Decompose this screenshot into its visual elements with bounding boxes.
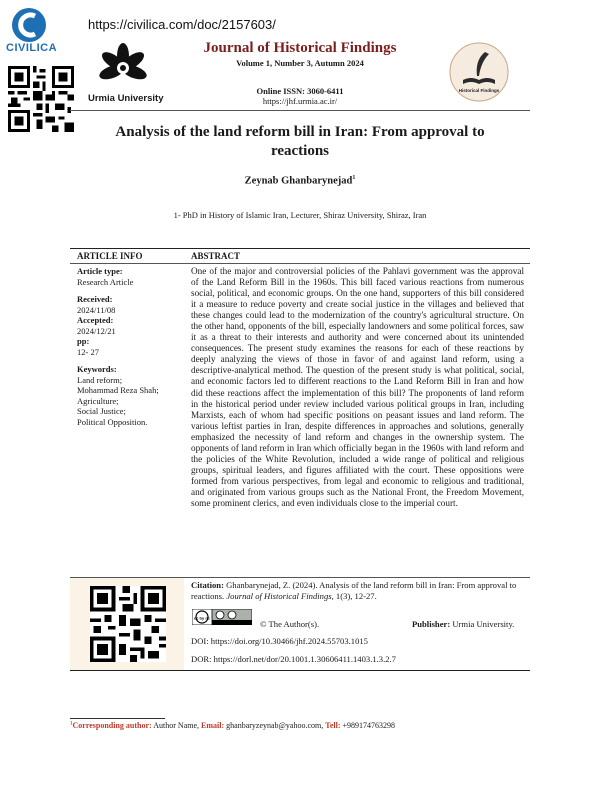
publisher — [412, 619, 514, 629]
citation-body: Ghanbarynejad, Z. (2024). Analysis of the land reform bill in Iran: From approval to reactions. — [191, 580, 517, 601]
header-divider — [70, 110, 530, 111]
citation-text — [191, 580, 527, 602]
publisher-label: Publisher: — [412, 619, 451, 629]
citation-label: Citation: — [191, 580, 224, 590]
citation-bottom-rule — [70, 670, 530, 671]
pp-value: 12- 27 — [77, 346, 99, 357]
journal-quill-logo — [445, 42, 513, 102]
journal-logo-caption: Historical Findings — [458, 88, 500, 93]
doi-link[interactable]: DOI: https://doi.org/10.30466/jhf.2024.55703.1015 — [191, 636, 368, 646]
publisher-value: Urmia University. — [450, 619, 515, 629]
university-flower-logo — [92, 42, 154, 92]
accepted-label: Accepted: — [77, 315, 114, 325]
tel-value: +989174763298 — [340, 721, 396, 730]
citation-tail: , 1(3), 12-27. — [331, 591, 377, 601]
footnote-sup: 1 — [70, 721, 73, 727]
received-value: 2024/11/08 — [77, 304, 116, 315]
qr-code-icon — [8, 66, 74, 132]
civilica-brand: CIVILICA — [6, 42, 58, 54]
author-name — [150, 175, 450, 187]
tel-label: Tell: — [325, 721, 341, 730]
keywords-label: Keywords: — [77, 364, 117, 374]
affiliation: 1- PhD in History of Islamic Iran, Lecturer, Shiraz University, Shiraz, Iran — [173, 210, 427, 220]
email-value[interactable]: ghanbaryzeynab@yahoo.com, — [224, 721, 326, 730]
university-name: Urmia University — [88, 93, 164, 104]
paper-title: Analysis of the land reform bill in Iran: From approval to reactions — [115, 124, 485, 159]
article-info — [77, 266, 185, 427]
corresponding-author-footnote — [70, 721, 395, 730]
article-type-value: Research Article — [77, 276, 134, 287]
pp-label: pp: — [77, 336, 90, 346]
section-top-rule — [70, 248, 530, 249]
cc-license-text: cc by nc — [193, 615, 211, 621]
issn-line: Online ISSN: 3060-6411 — [256, 86, 344, 96]
keyword-item: Agriculture; — [77, 395, 119, 406]
article-type-label: Article type: — [77, 266, 123, 276]
qr-code-icon — [90, 586, 166, 662]
keyword-item: Social Justice; — [77, 406, 126, 416]
citation-journal: Journal of Historical Findings — [226, 591, 332, 601]
received-label: Received: — [77, 294, 113, 304]
volume-line: Volume 1, Number 3, Autumn 2024 — [236, 58, 364, 68]
dor-link[interactable]: DOR: https://dorl.net/dor/20.1001.1.30606411.1403.1.3.2.7 — [191, 654, 396, 664]
abstract-text: One of the major and controversial policies of the Pahlavi government was the approval of the Land Reform Bill in the 1960s. This bill faced various reactions from numerous social, political, and economic groups. On the one hand, supporters of this bill considered it a measure to reduce poverty and create social justice in the villages and believed that these changes could lead to the modernization of the country's agricultural structure. On the other hand, opponents of the bill, especially landowners and some political forces, saw it as a threat to their interests and authority and were concerned about its unintended consequences. The present study examines the reasons for each of these reactions by deeply analyzing the views of those in favor of and against land reform, using a descriptive-analytical method. The question of the present study is what political, social, and economic factors led to different reactions to the Land Reform Bill in Iran and how did these reactions affect the implementation of this bill? The proponents of land reform in the historical period under review included various political groups in Iran, including Marxists, each of whom had specific positions on peasant issues and land reform. The various leftist parties in Iran, despite differences in approaches and solutions, generally emphasized the necessity of land reform and changes in the ownership system. The opponents of land reform in Iran which officially began in the 1960s with land reform and the policies of the White Revolution, included a wide range of political and religious groups, spiritual leaders, and figures affiliated with the court. These oppositions were formed from various perspectives, from legal and economic to religious and traditional, and originated from various groups such as the National Front, the Freedom Movement, some prominent clerics, and even individuals close to the imperial court. — [191, 266, 524, 508]
cc-license-badge-icon[interactable] — [192, 609, 252, 625]
section-header-rule — [70, 263, 530, 264]
author-sup: 1 — [352, 175, 356, 181]
copyright-notice: © The Author(s). — [260, 619, 320, 629]
corr-name: Author Name, — [151, 721, 202, 730]
abstract-heading: ABSTRACT — [191, 251, 241, 261]
article-info-heading: ARTICLE INFO — [77, 251, 143, 261]
journal-title: Journal of Historical Findings — [203, 40, 397, 56]
email-label: Email: — [201, 721, 225, 730]
keyword-item: Land reform; — [77, 374, 123, 385]
footnote-rule — [70, 718, 165, 719]
journal-website[interactable]: https://jhf.urmia.ac.ir/ — [262, 96, 338, 106]
document-url[interactable]: https://civilica.com/doc/2157603/ — [88, 17, 276, 32]
accepted-value: 2024/12/21 — [77, 325, 116, 336]
author-text: Zeynab Ghanbarynejad — [244, 175, 353, 187]
keyword-item: Political Opposition. — [77, 416, 148, 427]
keyword-item: Mohammad Reza Shah; — [77, 385, 159, 395]
corr-label: Corresponding author: — [72, 721, 152, 730]
